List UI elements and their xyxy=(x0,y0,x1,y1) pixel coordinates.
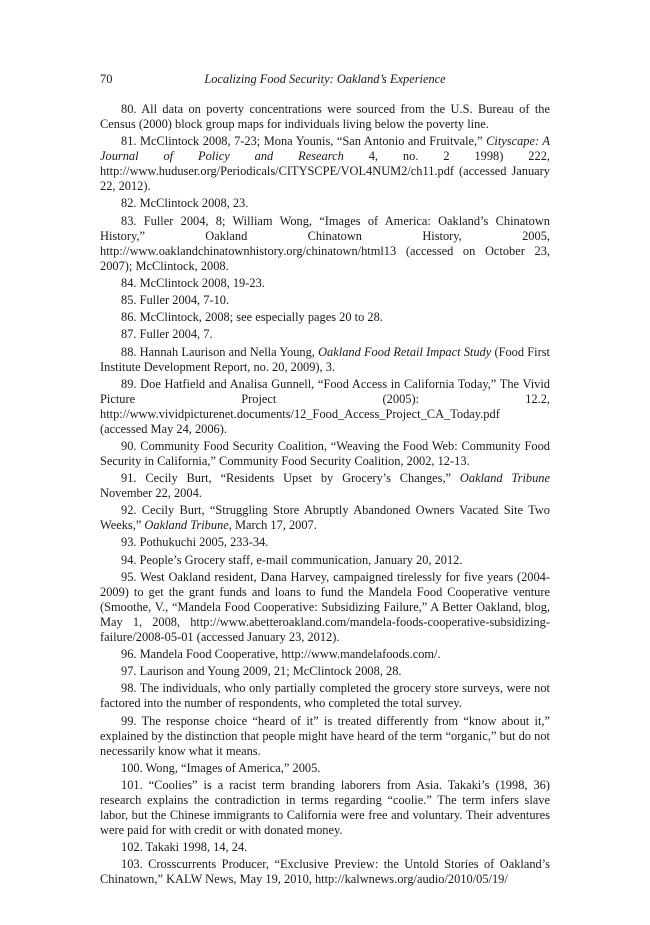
endnote-text: 96. Mandela Food Cooperative, http://www.mandelafoods.com/. xyxy=(121,647,441,661)
endnote-text: 92. Cecily Burt, “Struggling Store Abruptly Abandoned Owners Vacated Site Two Weeks,” xyxy=(100,503,550,533)
endnote xyxy=(100,276,550,291)
endnote xyxy=(100,714,550,759)
endnote-text: 93. Pothukuchi 2005, 233-34. xyxy=(121,535,269,550)
endnote xyxy=(100,377,550,437)
page-header xyxy=(100,72,550,89)
endnote-text: 85. Fuller 2004, 7-10. xyxy=(121,292,230,307)
endnote-text: 82. McClintock 2008, 23. xyxy=(121,196,249,211)
endnote-text: 80. All data on poverty concentrations were sourced from the U.S. Bureau of the Census (2000) block group maps for individuals living below the poverty line. xyxy=(100,102,550,131)
endnote-text: 87. Fuller 2004, 7. xyxy=(121,327,213,342)
endnote-text: 94. People’s Grocery staff, e-mail communication, January 20, 2012. xyxy=(121,552,463,567)
endnote-text: 91. Cecily Burt, “Residents Upset by Grocery’s Changes,” xyxy=(121,471,460,486)
endnote-text: 98. The individuals, who only partially completed the grocery store surveys, were not factored into the number of respondents, who completed the total survey. xyxy=(100,681,550,711)
endnote xyxy=(100,761,550,776)
endnote-text: 103. Crosscurrents Producer, “Exclusive Preview: the Untold Stories of Oakland’s Chinatown,” KALW News, May 19, 2010, http://kalwnews.org/audio/2010/05/19/ xyxy=(100,857,550,887)
endnote xyxy=(100,535,550,550)
endnote-text: 99. The response choice “heard of it” is treated differently from “know about it,” explained by the distinction that people might have heard of the term “organic,” but do not necessarily know what it means. xyxy=(100,713,550,758)
endnote xyxy=(100,778,550,838)
endnote xyxy=(100,102,550,132)
endnote-text: 88. Hannah Laurison and Nella Young, xyxy=(121,344,319,359)
endnote xyxy=(100,647,550,662)
endnote-text: (Food First Institute Development Report, no. 20, 2009), 3. xyxy=(100,344,550,374)
endnote xyxy=(100,327,550,342)
running-title: Localizing Food Security: Oakland’s Experience xyxy=(204,72,446,86)
page-number: 70 xyxy=(100,72,113,86)
endnote-text: 4, no. 2 1998) 222, http://www.huduser.org/Periodicals/CITYSCPE/VOL4NUM2/ch11.pdf (accessed January 22, 2012). xyxy=(100,149,550,194)
endnote xyxy=(100,471,550,501)
endnote-italic-text: Oakland Food Retail Impact Study xyxy=(318,344,492,359)
endnote xyxy=(100,570,550,645)
endnote-text: 86. McClintock, 2008; see especially pages 20 to 28. xyxy=(121,310,383,325)
endnote-text: 102. Takaki 1998, 14, 24. xyxy=(121,840,248,855)
endnote xyxy=(100,345,550,375)
endnote-italic-text: Cityscape: A Journal of Policy and Research xyxy=(100,134,550,164)
endnote-text: 100. Wong, “Images of America,” 2005. xyxy=(121,760,321,775)
endnote-text: 89. Doe Hatfield and Analisa Gunnell, “Food Access in California Today,” The Vivid Picture Project (2005): 12.2, http://www.vividpicturenet.documents/12_Food_Access_Project_CA_Today.pdf (accessed May 24, 2006). xyxy=(100,376,550,436)
endnote xyxy=(100,840,550,855)
endnote xyxy=(100,439,550,469)
endnote xyxy=(100,857,550,887)
endnote-text: 97. Laurison and Young 2009, 21; McClintock 2008, 28. xyxy=(121,664,402,679)
endnote-text: 84. McClintock 2008, 19-23. xyxy=(121,275,265,290)
endnote xyxy=(100,664,550,679)
endnote xyxy=(100,214,550,274)
endnote-text: 81. McClintock 2008, 7-23; Mona Younis, “San Antonio and Fruitvale,” xyxy=(121,134,487,149)
endnote-text: 101. “Coolies” is a racist term branding laborers from Asia. Takaki’s (1998, 36) research explains the contradiction in terms regarding “coolie.” The term infers slave labor, but the Chinese immigrants to California were free and voluntary. Their adventures were paid for with credit or with donated money. xyxy=(100,777,550,837)
endnote-text: 83. Fuller 2004, 8; William Wong, “Images of America: Oakland’s Chinatown History,” Oakland Chinatown History, 2005, http://www.oaklandchinatownhistory.org/chinatown/html13 (accessed on October 23, 2007); McClintock, 2008. xyxy=(100,213,550,273)
endnote xyxy=(100,681,550,711)
endnote xyxy=(100,196,550,211)
endnote-italic-text: Oakland Tribune xyxy=(144,518,229,533)
endnote xyxy=(100,293,550,308)
endnote xyxy=(100,503,550,533)
endnote xyxy=(100,553,550,568)
endnote-text: November 22, 2004. xyxy=(100,486,202,501)
endnote-text: 90. Community Food Security Coalition, “Weaving the Food Web: Community Food Security in California,” Community Food Security Coalition, 2002, 12-13. xyxy=(100,438,550,468)
endnote-text: 95. West Oakland resident, Dana Harvey, campaigned tirelessly for five years (2004-2009) to get the grant funds and loans to fund the Mandela Food Cooperative venture (Smoothe, V., “Mandela Food Cooperative: Subsidizing Failure,” A Better Oakland, blog, May 1, 2008, http://www.abetteroakland.com/mandela-foods-cooperative-subsidizing-failure/2008-05-01 (accessed January 23, 2012). xyxy=(100,569,550,644)
endnote xyxy=(100,134,550,194)
endnote xyxy=(100,310,550,325)
endnote-text: , March 17, 2007. xyxy=(228,518,317,533)
endnote-italic-text: Oakland Tribune xyxy=(459,471,551,486)
endnotes-list xyxy=(100,102,550,887)
document-page xyxy=(100,72,550,890)
